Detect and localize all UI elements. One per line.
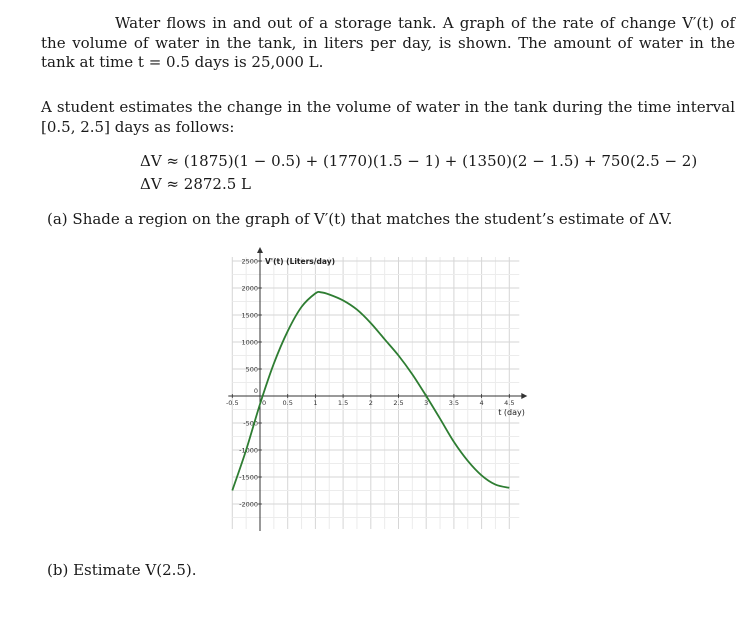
part-a-question: (a) Shade a region on the graph of V′(t) that matches the student’s estimate of ΔV. [47,210,673,228]
y-tick-label: 2000 [241,284,258,293]
y-tick-label: -1500 [239,473,258,482]
x-tick-label: 4 [479,399,484,407]
x-tick-label: 1.5 [337,399,349,407]
estimate-equation: ΔV ≈ (1875)(1 − 0.5) + (1770)(1.5 − 1) + (1350)(2 − 1.5) + 750(2.5 − 2) [140,152,698,170]
axes [225,247,527,531]
part-b-question: (b) Estimate V(2.5). [47,561,197,579]
estimate-result: ΔV ≈ 2872.5 L [140,175,251,193]
intro-paragraph: Water flows in and out of a storage tank. A graph of the rate of change V′(t) of the volume of water in the tank, in liters per day, is shown. The amount of water in the tank at time t = 0.5 days is 25,000 L. [41,14,735,71]
x-tick-label: 4.5 [504,399,515,407]
x-tick-label: 2 [368,399,373,407]
x-tick-label: 1 [313,399,318,407]
y-tick-label: -2000 [239,500,258,509]
x-tick-label: 0.5 [282,399,293,407]
y-tick-label: 2500 [241,257,258,266]
grid [232,257,519,529]
y-tick-label: 1000 [241,338,258,347]
y-axis-arrow [257,247,263,253]
x-axis-label: t (day) [498,408,525,417]
rate-of-change-graph[interactable] [215,238,535,538]
x-tick-label: 0 [262,399,267,407]
x-tick-label: 3.5 [448,399,460,407]
x-axis-arrow [521,393,527,399]
x-tick-label: 3 [424,399,429,407]
y-tick-label: 1500 [241,311,258,320]
y-tick-label: 500 [245,365,258,374]
y-axis-label: V'(t) (Liters/day) [265,257,336,266]
x-tick-label: 2.5 [393,399,404,407]
student-estimate-text: A student estimates the change in the volume of water in the tank during the time interval [0.5, 2.5] days as follows: [41,98,735,136]
y-tick-label: -500 [243,419,258,428]
y-tick-label: -1000 [239,446,258,455]
y-tick-label: 0 [253,387,258,395]
x-tick-label: -0.5 [225,399,239,407]
